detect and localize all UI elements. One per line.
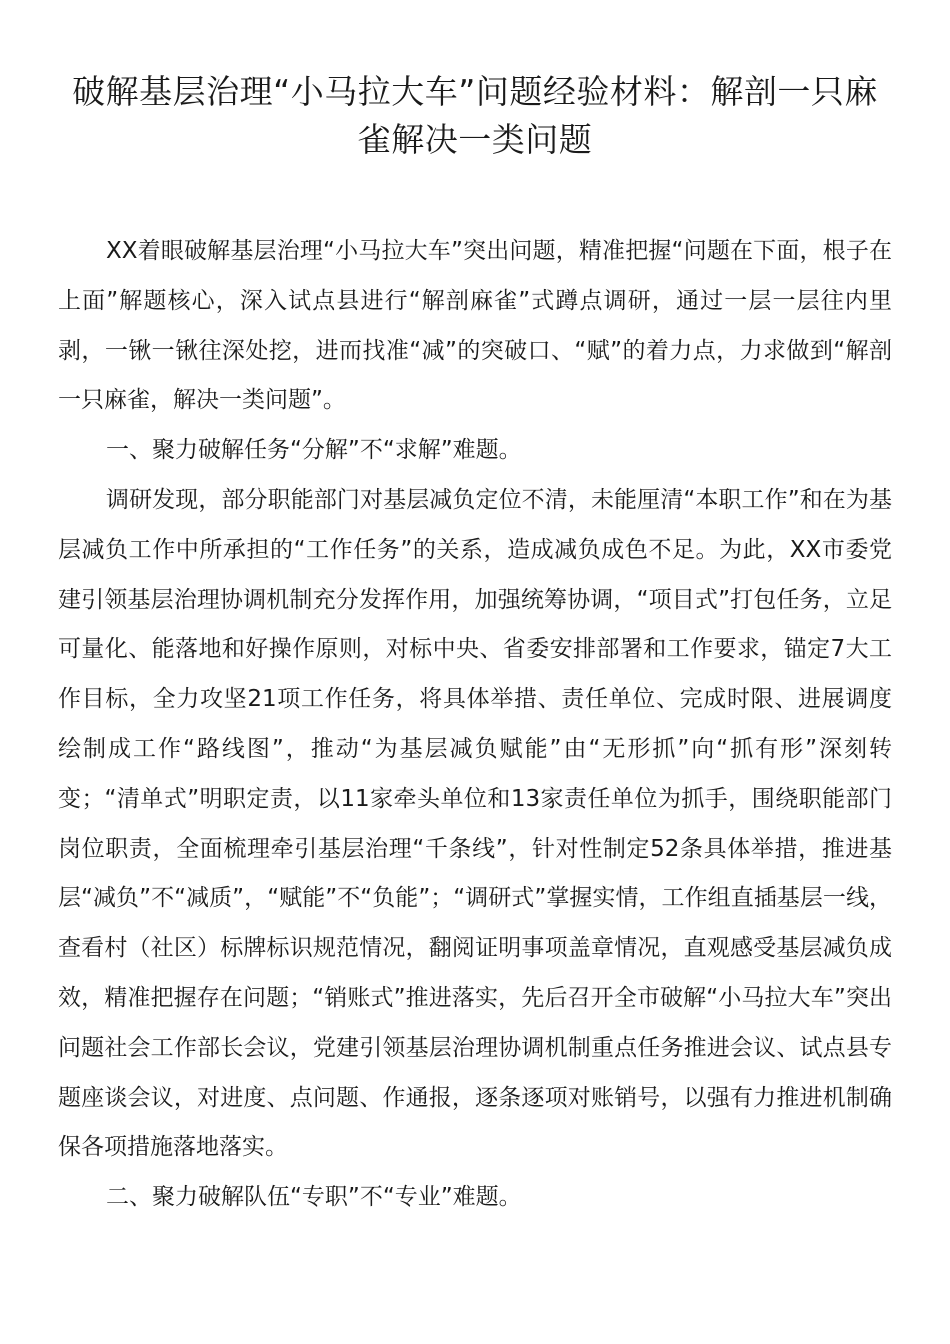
document-title: 破解基层治理“小马拉大车”问题经验材料：解剖一只麻雀解决一类问题 [72,72,878,159]
intro-paragraph: XX着眼破解基层治理“小马拉大车”突出问题，精准把握“问题在下面，根子在上面”解题核心，深入试点县进行“解剖麻雀”式蹲点调研，通过一层一层往内里剥，一锹一锹往深处挖，进而找准“减”的突破口、“赋”的着力点，力求做到“解剖一只麻雀，解决一类问题”。 [58,238,892,414]
section-heading-2: 二、聚力破解队伍“专职”不“专业”难题。 [106,1184,522,1211]
document-page [58,68,892,1223]
section-1-paragraph: 调研发现，部分职能部门对基层减负定位不清，未能厘清“本职工作”和在为基层减负工作中所承担的“工作任务”的关系，造成减负成色不足。为此，XX市委党建引领基层治理协调机制充分发挥作用，加强统筹协调，“项目式”打包任务，立足可量化、能落地和好操作原则，对标中央、省委安排部署和工作要求，锚定7大工作目标，全力攻坚21项工作任务，将具体举措、责任单位、完成时限、进展调度绘制成工作“路线图”，推动“为基层减负赋能”由“无形抓”向“抓有形”深刻转变；“清单式”明职定责，以11家牵头单位和13家责任单位为抓手，围绕职能部门岗位职责，全面梳理牵引基层治理“千条线”，针对性制定52条具体举措，推进基层“减负”不“减质”，“赋能”不“负能”；“调研式”掌握实情，工作组直插基层一线，查看村（社区）标牌标识规范情况，翻阅证明事项盖章情况，直观感受基层减负成效，精准把握存在问题；“销账式”推进落实，先后召开全市破解“小马拉大车”突出问题社会工作部长会议，党建引领基层治理协调机制重点任务推进会议、试点县专题座谈会议，对进度、点问题、作通报，逐条逐项对账销号，以强有力推进机制确保各项措施落地落实。 [58,486,892,1161]
section-heading-1: 一、聚力破解任务“分解”不“求解”难题。 [106,437,522,464]
document-body [58,227,892,1223]
